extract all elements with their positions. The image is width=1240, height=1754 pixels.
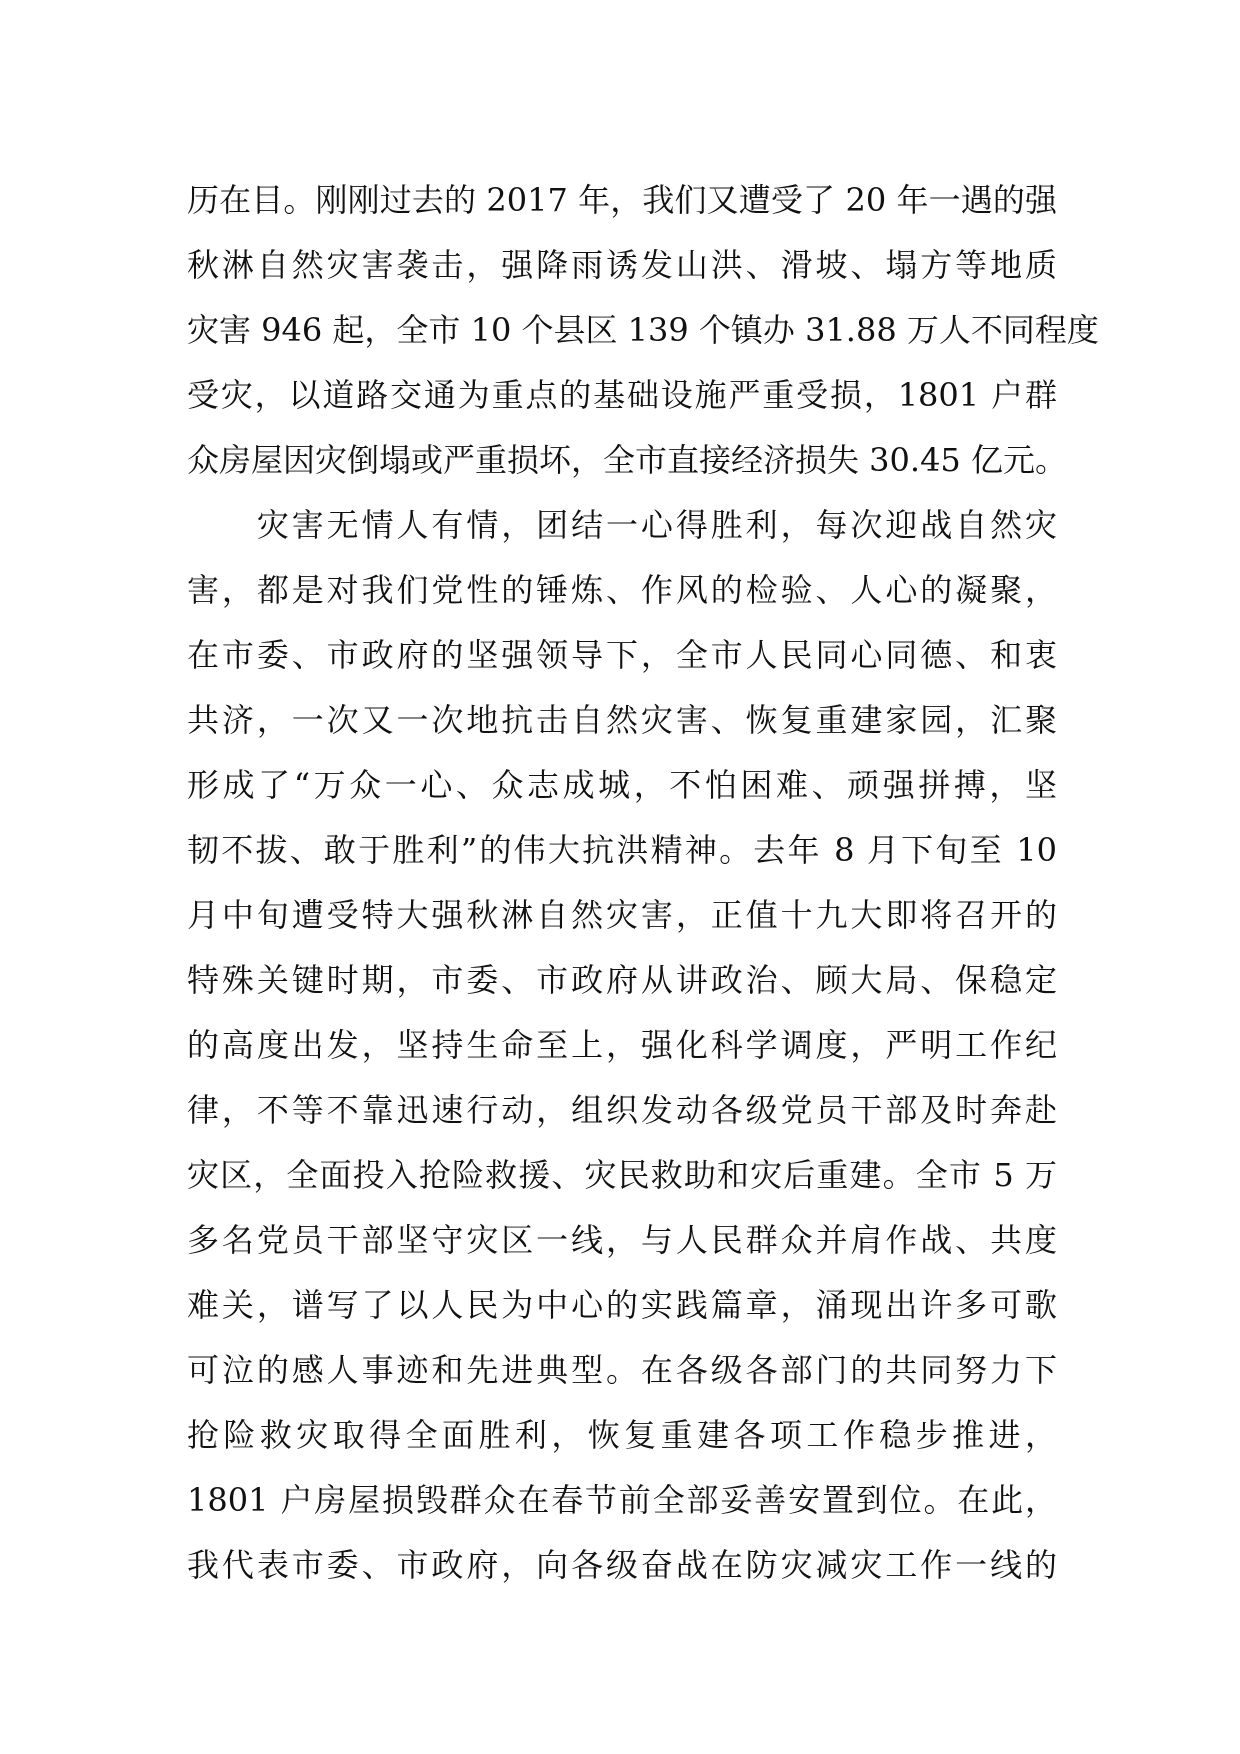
text-line: 难关，谱写了以人民为中心的实践篇章，涌现出许多可歌 <box>187 1286 1057 1324</box>
text-line: 历在目。刚刚过去的 2017 年，我们又遭受了 20 年一遇的强 <box>187 181 1057 219</box>
text-line: 可泣的感人事迹和先进典型。在各级各部门的共同努力下 <box>187 1351 1057 1389</box>
text-line: 众房屋因灾倒塌或严重损坏，全市直接经济损失 30.45 亿元。 <box>187 441 1067 479</box>
text-line: 的高度出发，坚持生命至上，强化科学调度，严明工作纪 <box>187 1026 1057 1064</box>
text-line: 灾害 946 起，全市 10 个县区 139 个镇办 31.88 万人不同程度 <box>187 311 1099 349</box>
text-line: 共济，一次又一次地抗击自然灾害、恢复重建家园，汇聚 <box>187 701 1057 739</box>
text-line: 月中旬遭受特大强秋淋自然灾害，正值十九大即将召开的 <box>187 896 1057 934</box>
text-line: 韧不拔、敢于胜利”的伟大抗洪精神。去年 8 月下旬至 10 <box>187 831 1057 869</box>
text-line: 受灾，以道路交通为重点的基础设施严重受损，1801 户群 <box>187 376 1057 414</box>
text-line: 害，都是对我们党性的锤炼、作风的检验、人心的凝聚， <box>187 571 1057 609</box>
text-line: 1801 户房屋损毁群众在春节前全部妥善安置到位。在此， <box>187 1481 1057 1519</box>
text-line: 特殊关键时期，市委、市政府从讲政治、顾大局、保稳定 <box>187 961 1057 999</box>
text-line: 我代表市委、市政府，向各级奋战在防灾减灾工作一线的 <box>187 1546 1057 1584</box>
text-line: 在市委、市政府的坚强领导下，全市人民同心同德、和衷 <box>187 636 1057 674</box>
text-line: 多名党员干部坚守灾区一线，与人民群众并肩作战、共度 <box>187 1221 1057 1259</box>
text-line: 形成了“万众一心、众志成城，不怕困难、顽强拼搏，坚 <box>187 766 1057 804</box>
body-text <box>187 168 1099 1598</box>
text-line: 秋淋自然灾害袭击，强降雨诱发山洪、滑坡、塌方等地质 <box>187 246 1057 284</box>
text-line: 抢险救灾取得全面胜利，恢复重建各项工作稳步推进， <box>187 1416 1057 1454</box>
text-line: 灾区，全面投入抢险救援、灾民救助和灾后重建。全市 5 万 <box>187 1156 1057 1194</box>
text-line: 灾害无情人有情，团结一心得胜利，每次迎战自然灾 <box>187 506 1057 544</box>
text-line: 律，不等不靠迅速行动，组织发动各级党员干部及时奔赴 <box>187 1091 1057 1129</box>
